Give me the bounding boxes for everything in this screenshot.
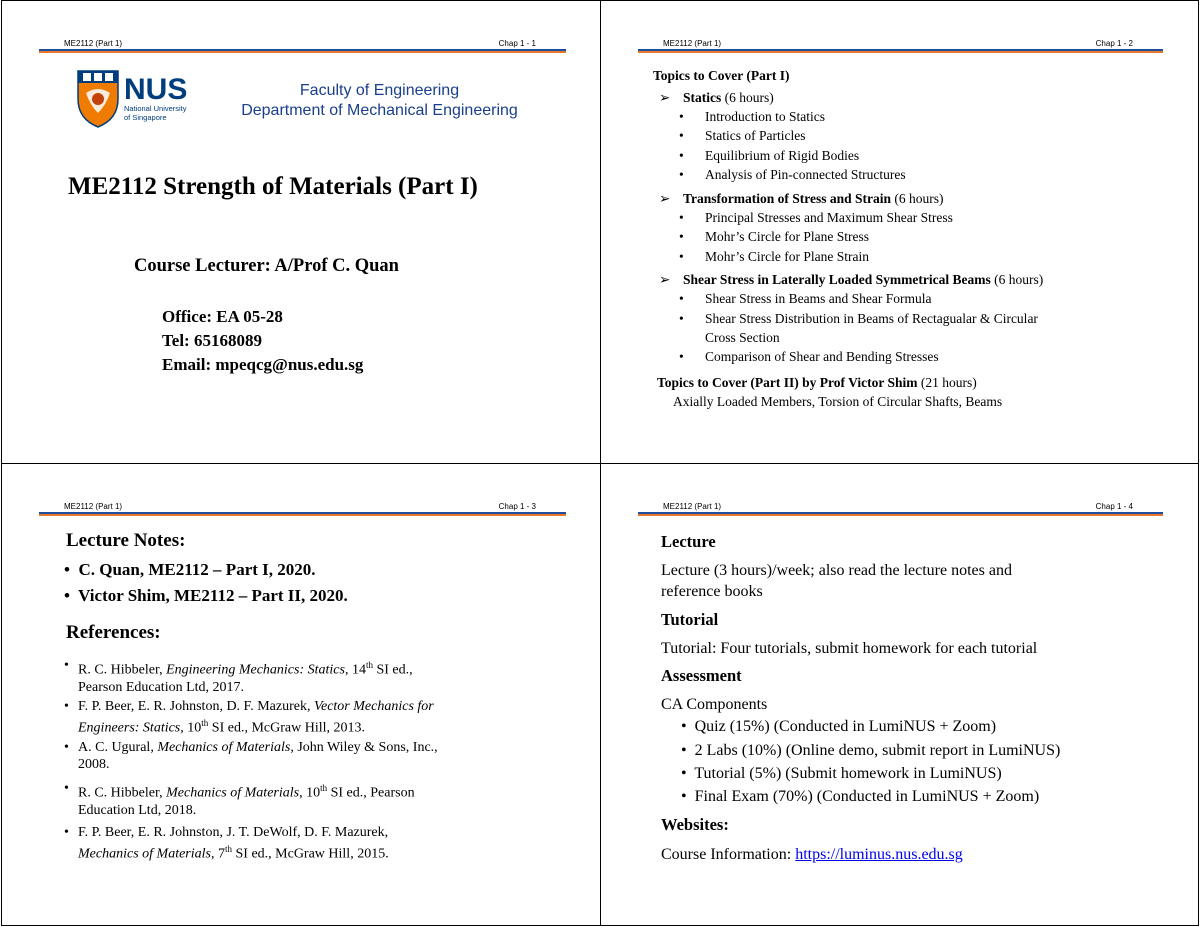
slide-header xyxy=(39,502,566,516)
header-chapter: Chap 1 - 2 xyxy=(1095,39,1133,48)
list-item-continuation: Cross Section xyxy=(705,330,780,345)
course-lecturer: Course Lecturer: A/Prof C. Quan xyxy=(134,256,399,276)
list-item: • Analysis of Pin-connected Structures xyxy=(679,167,906,182)
list-item: • Mohr’s Circle for Plane Stress xyxy=(679,229,869,244)
lecture-text: Lecture (3 hours)/week; also read the lecture notes and reference books xyxy=(661,562,1012,600)
header-chapter: Chap 1 - 1 xyxy=(498,39,536,48)
topic-statics: ➢ Statics (6 hours) xyxy=(659,90,774,105)
header-course: ME2112 (Part 1) xyxy=(64,39,123,48)
course-info: Course Information: https://luminus.nus.edu.sg xyxy=(661,846,963,863)
arrow-bullet-icon: ➢ xyxy=(659,90,671,105)
faculty-name: Faculty of Engineering xyxy=(299,82,460,99)
list-item: • Shear Stress in Beams and Shear Formula xyxy=(679,291,932,306)
reference-item: • R. C. Hibbeler, Mechanics of Materials, 10th SI ed., Pearson Education Ltd, 2018. xyxy=(64,781,415,818)
email: Email: mpeqcg@nus.edu.sg xyxy=(162,355,364,374)
header-rule-orange xyxy=(39,514,566,516)
reference-item: • A. C. Ugural, Mechanics of Materials, John Wiley & Sons, Inc., 2008. xyxy=(64,740,438,772)
header-chapter: Chap 1 - 3 xyxy=(498,502,536,511)
topic-transformation: ➢ Transformation of Stress and Strain (6 hours) xyxy=(659,191,944,206)
header-course: ME2112 (Part 1) xyxy=(663,502,722,511)
references-heading: References: xyxy=(66,622,161,643)
header-rule-orange xyxy=(638,51,1163,53)
header-rule-orange xyxy=(638,514,1163,516)
slide-1 xyxy=(1,0,602,464)
list-item: • Comparison of Shear and Bending Stresses xyxy=(679,349,939,364)
topic-shear: ➢ Shear Stress in Laterally Loaded Symmetrical Beams (6 hours) xyxy=(659,272,1044,287)
list-item: • Introduction to Statics xyxy=(679,109,825,124)
office: Office: EA 05-28 xyxy=(162,307,283,326)
tutorial-heading: Tutorial xyxy=(661,610,719,629)
list-item: • Statics of Particles xyxy=(679,128,806,143)
list-item: • C. Quan, ME2112 – Part I, 2020. xyxy=(64,560,316,579)
slide-header xyxy=(638,502,1163,516)
slide-header xyxy=(39,39,566,53)
lecture-notes-heading: Lecture Notes: xyxy=(66,530,186,551)
reference-item: • R. C. Hibbeler, Engineering Mechanics: Statics, 14th SI ed., Pearson Education Ltd, 2017. xyxy=(64,658,413,695)
department-name: Department of Mechanical Engineering xyxy=(241,102,518,119)
svg-text:National University: National University xyxy=(124,104,187,113)
list-item: • Principal Stresses and Maximum Shear Stress xyxy=(679,210,953,225)
list-item: • Quiz (15%) (Conducted in LumiNUS + Zoom) xyxy=(681,718,997,735)
faculty-block xyxy=(222,81,537,121)
header-course: ME2112 (Part 1) xyxy=(663,39,722,48)
reference-item: • F. P. Beer, E. R. Johnston, D. F. Mazurek, Vector Mechanics for Engineers: Statics, 10th SI ed., McGraw Hill, 2013. xyxy=(64,699,434,736)
svg-text:NUS: NUS xyxy=(124,73,188,106)
arrow-bullet-icon: ➢ xyxy=(659,191,671,206)
topics-part2-list: Axially Loaded Members, Torsion of Circular Shafts, Beams xyxy=(673,394,1003,409)
list-item: • 2 Labs (10%) (Online demo, submit report in LumiNUS) xyxy=(681,742,1061,759)
course-info-link[interactable]: https://luminus.nus.edu.sg xyxy=(795,846,963,863)
list-item: • Mohr’s Circle for Plane Strain xyxy=(679,249,869,264)
list-item: • Final Exam (70%) (Conducted in LumiNUS + Zoom) xyxy=(681,788,1040,805)
course-title: ME2112 Strength of Materials (Part I) xyxy=(68,173,478,200)
header-course: ME2112 (Part 1) xyxy=(64,502,123,511)
header-rule-orange xyxy=(39,51,566,53)
nus-logo xyxy=(76,69,206,129)
telephone: Tel: 65168089 xyxy=(162,331,262,350)
list-item: • Shear Stress Distribution in Beams of Rectagualar & Circular xyxy=(679,311,1038,326)
reference-item: • F. P. Beer, E. R. Johnston, J. T. DeWolf, D. F. Mazurek, Mechanics of Materials, 7th SI ed., McGraw Hill, 2015. xyxy=(64,825,389,862)
ca-components-label: CA Components xyxy=(661,696,768,713)
slide-2 xyxy=(600,0,1199,464)
websites-heading: Websites: xyxy=(661,815,729,834)
topics-heading: Topics to Cover (Part I) xyxy=(653,68,790,83)
slide-4 xyxy=(600,463,1199,926)
assessment-heading: Assessment xyxy=(661,666,742,685)
svg-text:of Singapore: of Singapore xyxy=(124,113,167,122)
list-item: • Equilibrium of Rigid Bodies xyxy=(679,148,860,163)
arrow-bullet-icon: ➢ xyxy=(659,272,671,287)
list-item: • Tutorial (5%) (Submit homework in LumiNUS) xyxy=(681,765,1002,782)
tutorial-text: Tutorial: Four tutorials, submit homework for each tutorial xyxy=(661,640,1038,657)
slide-3 xyxy=(1,463,602,926)
lecture-heading: Lecture xyxy=(661,532,716,551)
list-item: • Victor Shim, ME2112 – Part II, 2020. xyxy=(64,586,348,605)
slide-header xyxy=(638,39,1163,53)
header-chapter: Chap 1 - 4 xyxy=(1095,502,1133,511)
topics-part2-heading: Topics to Cover (Part II) by Prof Victor Shim (21 hours) xyxy=(657,375,977,390)
contact-block xyxy=(162,305,363,377)
